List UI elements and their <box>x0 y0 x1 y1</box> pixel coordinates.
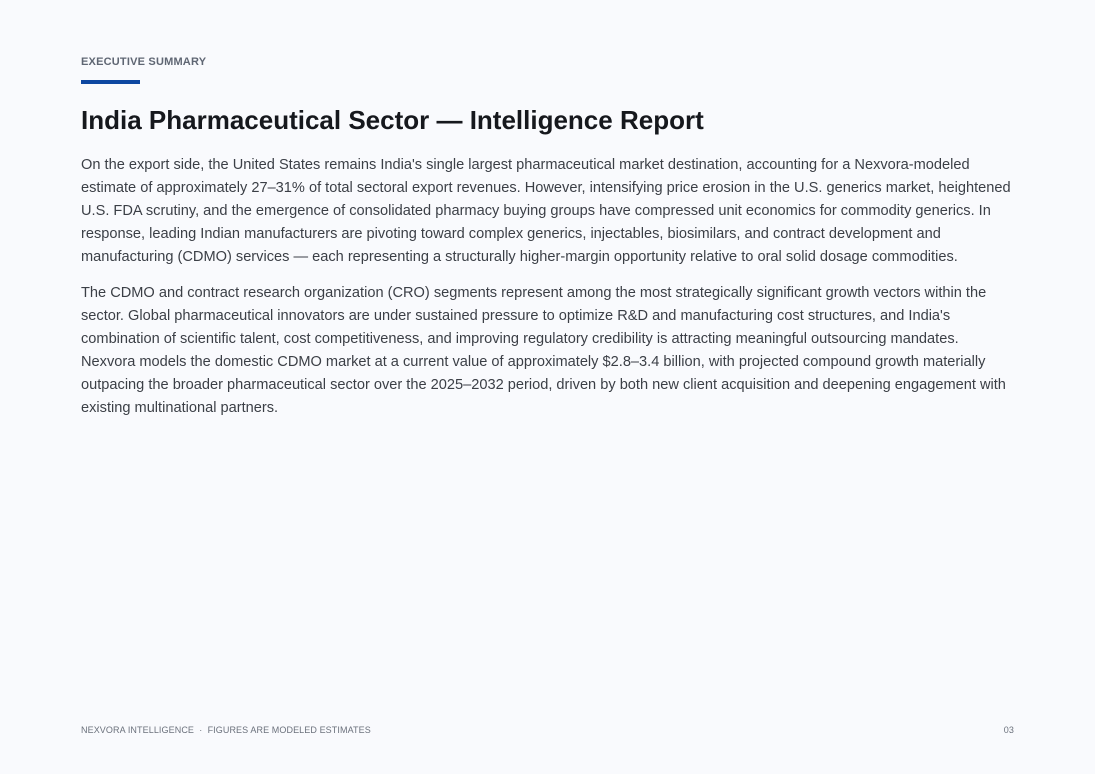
footer-brand: NEXVORA INTELLIGENCE <box>81 725 195 735</box>
body-text <box>81 154 1016 433</box>
report-page <box>81 0 1014 774</box>
page-title: India Pharmaceutical Sector — Intelligence Report <box>81 105 704 135</box>
section-label: EXECUTIVE SUMMARY <box>81 56 207 68</box>
footer-note: FIGURES ARE MODELED ESTIMATES <box>207 725 371 735</box>
accent-bar <box>81 80 140 84</box>
page-number: 03 <box>1003 725 1014 735</box>
paragraph-cdmo: The CDMO and contract research organization (CRO) segments represent among the most strategically significant growth vectors within the sector. Global pharmaceutical innovators are under sustained pressure to optimize R&D and manufacturing cost structures, and India's combination of scientific talent, cost competitiveness, and improving regulatory credibility is attracting meaningful outsourcing mandates. Nexvora models the domestic CDMO market at a current value of approximately $2.8–3.4 billion, with projected compound growth materially outpacing the broader pharmaceutical sector over the 2025–2032 period, driven by both new client acquisition and deepening engagement with existing multinational partners. <box>81 285 1006 416</box>
footer-separator: · <box>199 725 203 735</box>
footer-left <box>81 725 371 735</box>
footer <box>81 725 1014 735</box>
paragraph-export: On the export side, the United States remains India's single largest pharmaceutical market destination, accounting for a Nexvora-modeled estimate of approximately 27–31% of total sectoral export revenues. However, intensifying price erosion in the U.S. generics market, heightened U.S. FDA scrutiny, and the emergence of consolidated pharmacy buying groups have compressed unit economics for commodity generics. In response, leading Indian manufacturers are pivoting toward complex generics, injectables, biosimilars, and contract development and manufacturing (CDMO) services — each representing a structurally higher-margin opportunity relative to oral solid dosage commodities. <box>81 157 1011 265</box>
